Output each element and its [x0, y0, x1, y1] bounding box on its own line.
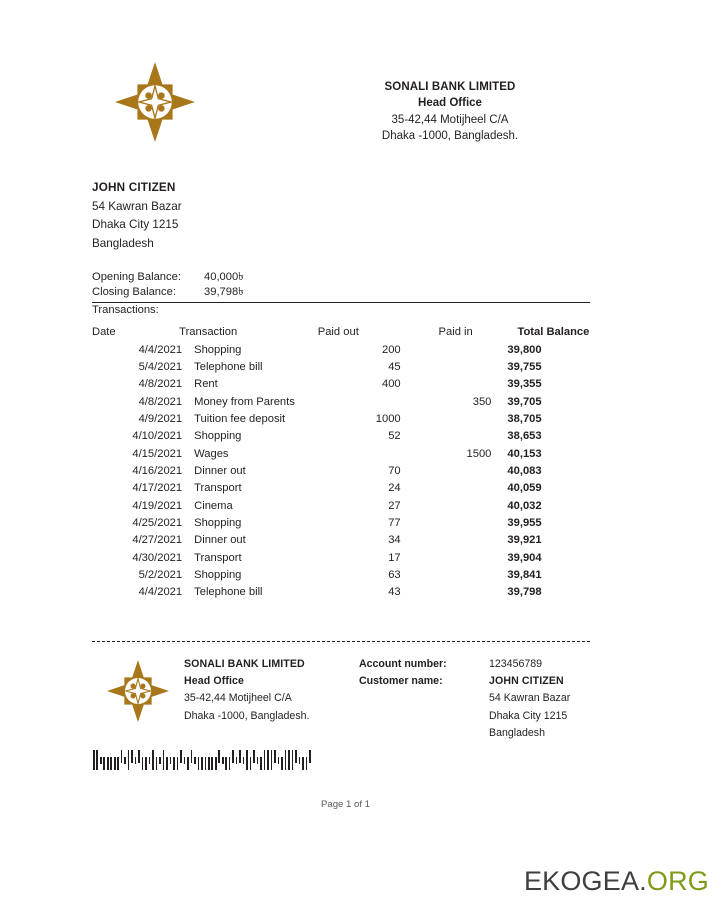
barcode-bar [93, 750, 95, 770]
footer-bank-office: Head Office [184, 675, 244, 688]
cell-paid-out: 400 [381, 378, 401, 391]
cell-paid-out: 63 [388, 569, 401, 582]
sonali-bank-sun-logo-icon [115, 62, 195, 142]
cell-transaction: Shopping [194, 430, 242, 443]
closing-balance-row [92, 285, 244, 300]
cell-transaction: Dinner out [194, 534, 246, 547]
cell-paid-out: 34 [388, 534, 401, 547]
barcode-bar [239, 750, 241, 763]
opening-balance-row [92, 270, 244, 285]
footer-bank-address-line-1: 35-42,44 Motijheel C/A [184, 692, 292, 705]
footer-account-labels [359, 652, 489, 690]
cell-balance: 39,841 [507, 569, 542, 582]
cell-balance: 39,921 [507, 534, 542, 547]
table-row [92, 514, 590, 531]
account-number-label: Account number: [359, 658, 447, 670]
barcode-bar [218, 750, 220, 763]
barcode-bar [145, 757, 147, 770]
barcode-bar [257, 757, 259, 764]
barcode-bar [121, 750, 123, 763]
table-header-row [92, 322, 590, 341]
customer-address-line-3: Bangladesh [92, 236, 154, 250]
barcode-bar [191, 750, 193, 763]
table-row [92, 480, 590, 497]
cell-transaction: Money from Parents [194, 395, 295, 408]
footer-bank-name: SONALI BANK LIMITED [184, 658, 305, 670]
barcode-bar [96, 750, 98, 770]
cell-paid-out: 200 [381, 343, 401, 356]
barcode-bar [292, 750, 294, 770]
statement-footer [92, 652, 602, 742]
cell-balance: 39,800 [507, 343, 542, 356]
barcode-bar [166, 757, 168, 770]
footer-customer-address-line-1: 54 Kawran Bazar [489, 692, 571, 705]
barcode-bar [194, 757, 196, 764]
cell-transaction: Cinema [194, 499, 233, 512]
cell-date: 4/25/2021 [132, 517, 183, 530]
watermark-secondary: ORG [646, 866, 709, 896]
barcode-bar [215, 757, 217, 770]
cell-transaction: Telephone bill [194, 586, 263, 599]
cell-paid-out: 52 [388, 430, 401, 443]
table-row [92, 393, 590, 410]
cell-transaction: Shopping [194, 343, 242, 356]
barcode-bar [177, 757, 179, 770]
barcode-bar [225, 757, 227, 770]
barcode-bar [211, 757, 213, 770]
barcode-bar [281, 757, 283, 770]
table-row [92, 358, 590, 375]
barcode-bar [271, 750, 273, 770]
barcode-bar [184, 757, 186, 764]
customer-address-block [92, 179, 182, 253]
opening-balance-value: 40,000৳ [204, 271, 244, 283]
cell-paid-out: 27 [388, 499, 401, 512]
transactions-table [92, 322, 590, 601]
cell-date: 4/17/2021 [132, 482, 183, 495]
barcode-bar [114, 757, 116, 770]
table-row [92, 341, 590, 358]
barcode-bar [222, 757, 224, 764]
barcode-bar [274, 750, 276, 763]
footer-customer-name: JOHN CITIZEN [489, 675, 564, 688]
table-row [92, 566, 590, 583]
barcode-bar [198, 757, 200, 770]
customer-name: JOHN CITIZEN [92, 181, 176, 194]
table-row [92, 376, 590, 393]
barcode-bar [201, 757, 203, 770]
barcode-bar [131, 750, 133, 763]
cell-transaction: Wages [194, 447, 229, 460]
barcode-bar [302, 757, 304, 770]
cell-date: 4/19/2021 [132, 499, 183, 512]
customer-address-line-1: 54 Kawran Bazar [92, 199, 182, 213]
column-header-paid-out: Paid out [317, 325, 359, 338]
cell-transaction: Transport [194, 482, 242, 495]
cell-balance: 39,904 [507, 551, 542, 564]
barcode-bar [156, 757, 158, 770]
barcode-bar [229, 757, 231, 770]
table-row [92, 410, 590, 427]
cell-paid-out: 17 [388, 551, 401, 564]
cell-transaction: Tuition fee deposit [194, 413, 286, 426]
cell-transaction: Shopping [194, 569, 242, 582]
cell-paid-in: 350 [472, 395, 492, 408]
barcode-bar [128, 750, 130, 770]
barcode-bar [159, 757, 161, 764]
cell-transaction: Transport [194, 551, 242, 564]
column-header-date: Date [92, 325, 116, 338]
barcode-bar [149, 757, 151, 764]
table-row [92, 462, 590, 479]
barcode-bar [236, 757, 238, 764]
cell-date: 4/8/2021 [138, 395, 183, 408]
cell-balance: 40,059 [507, 482, 542, 495]
statement-header [0, 62, 725, 144]
barcode-bar [173, 757, 175, 770]
barcode-bar [267, 750, 269, 770]
bank-address-line-2: Dhaka -1000, Bangladesh. [381, 129, 519, 142]
table-row [92, 445, 590, 462]
cell-balance: 40,083 [507, 465, 542, 478]
bank-office: Head Office [418, 97, 482, 110]
table-row [92, 532, 590, 549]
barcode-bar [124, 757, 126, 764]
sonali-bank-sun-logo-icon [107, 660, 169, 722]
cell-paid-out: 70 [388, 465, 401, 478]
barcode-bar [152, 750, 154, 770]
cell-transaction: Telephone bill [194, 361, 263, 374]
cell-date: 4/10/2021 [132, 430, 183, 443]
footer-separator [92, 641, 590, 642]
cell-date: 4/27/2021 [132, 534, 183, 547]
page-number: Page 1 of 1 [320, 799, 371, 810]
barcode-bar [205, 757, 207, 770]
cell-date: 4/30/2021 [132, 551, 183, 564]
header-logo-wrap [0, 62, 300, 142]
barcode-bar [309, 750, 311, 763]
barcode-bar [100, 757, 102, 764]
barcode-bar [138, 750, 140, 763]
cell-date: 4/16/2021 [132, 465, 183, 478]
barcode-bar [278, 757, 280, 764]
cell-date: 5/2/2021 [138, 569, 183, 582]
barcode-bar [142, 757, 144, 770]
cell-paid-out: 45 [388, 361, 401, 374]
barcode-bar [299, 757, 301, 764]
cell-date: 4/8/2021 [138, 378, 183, 391]
barcode-bar [306, 757, 308, 770]
cell-date: 4/9/2021 [138, 413, 183, 426]
barcode-bar [288, 750, 290, 770]
footer-customer-address-line-3: Bangladesh [489, 726, 545, 739]
cell-paid-in: 1500 [466, 447, 492, 460]
bank-name: SONALI BANK LIMITED [384, 81, 516, 93]
footer-customer-address-line-2: Dhaka City 1215 [489, 709, 568, 722]
barcode-bar [285, 750, 287, 770]
cell-balance: 39,355 [507, 378, 542, 391]
cell-transaction: Rent [194, 378, 218, 391]
barcode-bar [163, 750, 165, 770]
column-header-paid-in: Paid in [438, 325, 473, 338]
cell-balance: 39,955 [507, 517, 542, 530]
site-watermark [524, 866, 709, 897]
cell-date: 4/4/2021 [138, 586, 183, 599]
cell-paid-out: 24 [388, 482, 401, 495]
cell-paid-out: 43 [388, 586, 401, 599]
table-row [92, 549, 590, 566]
cell-balance: 40,032 [507, 499, 542, 512]
barcode-bar [253, 750, 255, 763]
barcode-bar [110, 757, 112, 770]
balance-summary [92, 270, 244, 301]
cell-paid-out: 77 [388, 517, 401, 530]
bank-identity-block [300, 62, 600, 144]
barcode-bar [250, 757, 252, 770]
footer-bank-address-line-2: Dhaka -1000, Bangladesh. [184, 709, 310, 722]
opening-balance-label: Opening Balance: [92, 271, 181, 283]
cell-date: 4/15/2021 [132, 447, 183, 460]
transactions-label: Transactions: [92, 304, 159, 316]
cell-date: 5/4/2021 [138, 361, 183, 374]
bank-address-line-1: 35-42,44 Motijheel C/A [391, 113, 509, 126]
table-row [92, 584, 590, 601]
barcode-bar [246, 750, 248, 770]
cell-balance: 39,755 [507, 361, 542, 374]
cell-balance: 40,153 [507, 447, 542, 460]
barcode-bar [208, 757, 210, 770]
column-header-transaction: Transaction [179, 325, 238, 338]
barcode-bar [243, 757, 245, 764]
cell-balance: 38,705 [507, 413, 542, 426]
closing-balance-label: Closing Balance: [92, 286, 176, 299]
postal-barcode-icon [93, 748, 313, 772]
column-header-total-balance: Total Balance [517, 325, 590, 338]
barcode-bar [187, 757, 189, 770]
barcode-bar [180, 750, 182, 763]
cell-balance: 39,705 [507, 395, 542, 408]
barcode-bar [103, 757, 105, 770]
barcode-bar [295, 750, 297, 763]
cell-date: 4/4/2021 [138, 343, 183, 356]
footer-logo-wrap [92, 652, 184, 722]
barcode-bar [117, 757, 119, 770]
cell-transaction: Shopping [194, 517, 242, 530]
account-number-value: 123456789 [489, 658, 543, 670]
barcode-bar [107, 757, 109, 770]
barcode-bar [264, 750, 266, 770]
cell-balance: 39,798 [507, 586, 542, 599]
cell-paid-out: 1000 [375, 413, 401, 426]
table-body [92, 341, 590, 601]
cell-transaction: Dinner out [194, 465, 246, 478]
customer-name-label: Customer name: [359, 675, 443, 688]
table-row [92, 428, 590, 445]
footer-account-values [489, 652, 570, 742]
footer-bank-block [184, 652, 359, 725]
customer-address-line-2: Dhaka City 1215 [92, 218, 179, 232]
barcode-bar [232, 750, 234, 763]
balance-divider [92, 302, 590, 303]
barcode-bar [135, 757, 137, 764]
table-row [92, 497, 590, 514]
barcode-bar [170, 757, 172, 764]
barcode-bar [260, 757, 262, 770]
closing-balance-value: 39,798৳ [204, 286, 244, 299]
cell-balance: 38,653 [507, 430, 542, 443]
watermark-primary: EKOGEA. [523, 866, 647, 896]
